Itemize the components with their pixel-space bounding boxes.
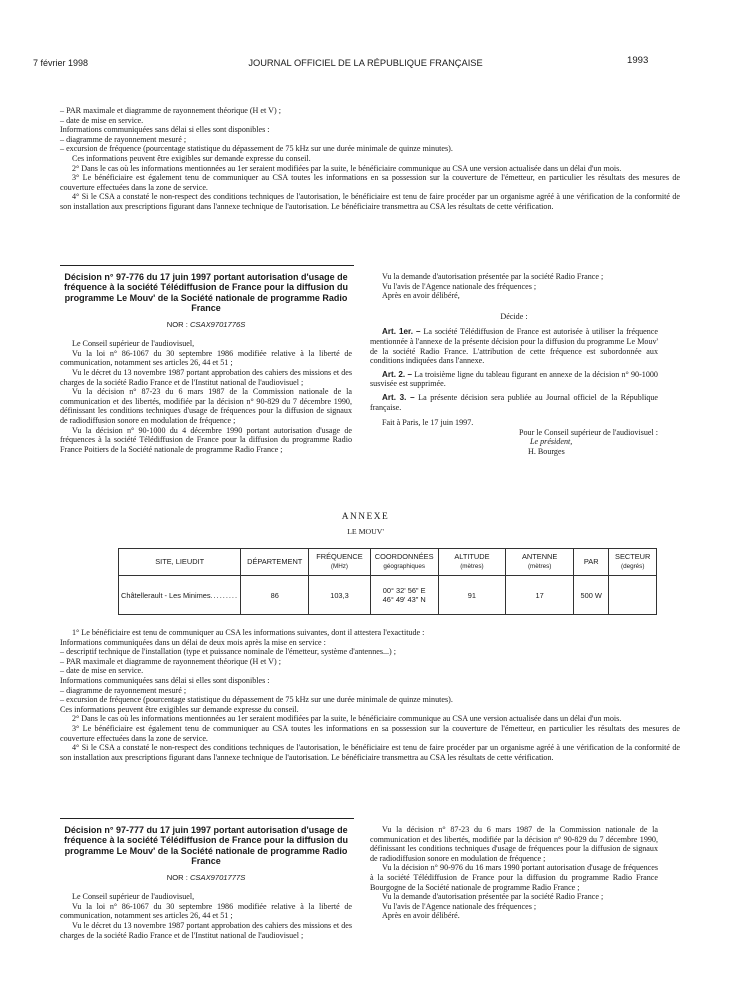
article-1: [370, 327, 658, 365]
column-header: SECTEUR (degrés): [609, 549, 657, 576]
paragraph: Vu la décision n° 87-23 du 6 mars 1987 de la Commission nationale de la communication et des libertés, modifiée par la décision n° 90-829 du 7 décembre 1990, définissant les conditions techniques d'usage de fréquences pour la diffusion de signaux de radiodiffusion sonore en modulation de fréquence ;: [60, 387, 352, 425]
header-journal-title: JOURNAL OFFICIEL DE LA RÉPUBLIQUE FRANÇAISE: [248, 58, 483, 68]
paragraph: Le Conseil supérieur de l'audiovisuel,: [72, 892, 195, 902]
signature-name: H. Bourges: [528, 446, 565, 456]
decision-2-title: Décision n° 97-777 du 17 juin 1997 portant autorisation d'usage de fréquence à la société Télédiffusion de France pour la diffusion du programme Le Mouv' de la Société nationale de programme Radio France: [63, 825, 349, 867]
paragraph: Vu la décision n° 90-1000 du 4 décembre 1990 portant autorisation d'usage de fréquences à la société Télédiffusion de France pour la diffusion du programme Radio France Poitiers de la Société nationale de programme Radio France ;: [60, 425, 352, 454]
paragraph: Informations communiquées sans délai si elles sont disponibles :: [60, 125, 270, 135]
table-header-row: [119, 549, 657, 576]
annexe-conditions: [60, 628, 680, 762]
paragraph: Vu la décision n° 90-976 du 16 mars 1990 portant autorisation d'usage de fréquences à la société Télédiffusion de France pour la diffusion du programme Radio France Bourgogne de la Société nationale de programme Radio France ;: [370, 863, 658, 892]
nor-code: CSAX9701777S: [189, 872, 246, 882]
cell-site: Châtellerault - Les Minimes.........: [119, 576, 241, 615]
decision-2-left-column: [60, 825, 352, 940]
list-item: – PAR maximale et diagramme de rayonnement théorique (H et V) ;: [60, 106, 281, 115]
paragraph: Après en avoir délibéré,: [382, 291, 460, 301]
paragraph: Vu la loi n° 86-1067 du 30 septembre 1986 modifiée relative à la liberté de communication, notamment ses articles 26, 44 et 51 ;: [60, 901, 352, 921]
paragraph: Le Conseil supérieur de l'audiovisuel,: [72, 339, 195, 349]
annexe-table: [118, 548, 657, 615]
done-at: Fait à Paris, le 17 juin 1997.: [382, 418, 474, 428]
paragraph: 3° Le bénéficiaire est également tenu de communiquer au CSA toutes les informations en sa possession sur la couverture de l'émetteur, en particulier les résultats des mesures de couverture effectuées dans la zone de service.: [60, 723, 680, 743]
list-item: – date de mise en service.: [60, 666, 144, 676]
column-header: ANTENNE (mètres): [506, 549, 574, 576]
list-item: – date de mise en service.: [60, 115, 144, 125]
paragraph: Vu la demande d'autorisation présentée par la société Radio France ;: [382, 892, 604, 902]
column-header: SITE, LIEUDIT: [119, 549, 241, 576]
paragraph: Informations communiquées dans un délai de deux mois après la mise en service :: [60, 637, 326, 647]
nor-label: NOR :: [166, 319, 188, 329]
list-item: – PAR maximale et diagramme de rayonnement théorique (H et V) ;: [60, 656, 281, 666]
paragraph: Après en avoir délibéré.: [382, 911, 460, 921]
decision-1-title: Décision n° 97-776 du 17 juin 1997 portant autorisation d'usage de fréquence à la société Télédiffusion de France pour la diffusion du programme Le Mouv' de la Société nationale de programme Radio France: [63, 272, 349, 314]
list-item: – descriptif technique de l'installation (type et puissance nominale de l'émetteur, système d'antennes...) ;: [60, 647, 397, 657]
paragraph: 4° Si le CSA a constaté le non-respect des conditions techniques de l'autorisation, le bénéficiaire est tenu de faire procéder par un organisme agréé à une vérification de la conformité de son installation aux prescriptions figurant dans l'annexe technique de l'autorisation. Le bénéficiaire transmettra au CSA les résultats de cette vérification.: [60, 743, 680, 762]
paragraph: Vu la demande d'autorisation présentée par la société Radio France ;: [382, 272, 604, 281]
section-rule: [60, 818, 354, 819]
cell-coordonnees: 00° 32' 56" E 46° 49' 43" N: [370, 576, 438, 615]
paragraph: Vu le décret du 13 novembre 1987 portant approbation des cahiers des missions et des charges de la société Radio France et de l'Institut national de l'audiovisuel ;: [60, 921, 352, 940]
list-item: – excursion de fréquence (pourcentage statistique du dépassement de 75 kHz sur une durée minimale de quinze minutes).: [60, 144, 453, 154]
cell-frequence: 103,3: [309, 576, 371, 615]
column-header: PAR: [574, 549, 609, 576]
list-item: – diagramme de rayonnement mesuré ;: [60, 685, 187, 695]
decision-2-nor: [60, 873, 352, 883]
cell-par: 500 W: [574, 576, 609, 615]
header-page-number: 1993: [627, 55, 649, 66]
article-3: [370, 393, 658, 412]
decision-1-right-column: [370, 272, 658, 457]
article-label: Art. 1er. –: [382, 327, 421, 337]
paragraph: 4° Si le CSA a constaté le non-respect des conditions techniques de l'autorisation, le bénéficiaire est tenu de faire procéder par un organisme agréé à une vérification de la conformité de son installation aux prescriptions figurant dans l'annexe technique de l'autorisation. Le bénéficiaire transmettra au CSA les résultats de cette vérification.: [60, 192, 680, 211]
paragraph: Vu l'avis de l'Agence nationale des fréquences ;: [382, 901, 537, 911]
paragraph: 1° Le bénéficiaire est tenu de communiquer au CSA les informations suivantes, dont il attestera l'exactitude :: [72, 628, 425, 637]
article-text: La société Télédiffusion de France est autorisée à utiliser la fréquence mentionnée à l'annexe de la présente décision pour la diffusion du programme Le Mouv' de la société Radio France. L'attribution de cette fréquence est subordonnée aux conditions indiquées dans l'annexe.: [370, 327, 658, 366]
list-item: – diagramme de rayonnement mesuré ;: [60, 134, 187, 144]
paragraph: 2° Dans le cas où les informations mentionnées au 1er seraient modifiées par la suite, le bénéficiaire communique au CSA une version actualisée dans un délai d'un mois.: [72, 163, 622, 173]
signature-line: Pour le Conseil supérieur de l'audiovisuel :: [518, 427, 658, 437]
column-header: COORDONNÉES géographiques: [370, 549, 438, 576]
decide-heading: Décide :: [500, 311, 528, 321]
paragraph: 2° Dans le cas où les informations mentionnées au 1er seraient modifiées par la suite, le bénéficiaire communique au CSA une version actualisée dans un délai d'un mois.: [72, 714, 622, 724]
paragraph: Vu le décret du 13 novembre 1987 portant approbation des cahiers des missions et des charges de la société Radio France et de l'Institut national de l'audiovisuel ;: [60, 368, 352, 387]
nor-code: CSAX9701776S: [189, 319, 246, 329]
cell-altitude: 91: [438, 576, 506, 615]
paragraph: Vu la décision n° 87-23 du 6 mars 1987 de la Commission nationale de la communication et des libertés, modifiée par la décision n° 90-829 du 7 décembre 1990, définissant les conditions techniques d'usage de fréquences pour la diffusion de signaux de radiodiffusion sonore en modulation de fréquence ;: [370, 825, 658, 863]
cell-departement: 86: [241, 576, 309, 615]
decision-1-left-column: [60, 272, 352, 454]
article-text: La présente décision sera publiée au Journal officiel de la République française.: [370, 392, 658, 412]
paragraph: Vu l'avis de l'Agence nationale des fréquences ;: [382, 281, 537, 291]
paragraph: Ces informations peuvent être exigibles sur demande expresse du conseil.: [72, 153, 311, 163]
annexe-title: ANNEXE: [341, 512, 390, 522]
cell-antenne: 17: [506, 576, 574, 615]
decision-1-nor: [60, 320, 352, 330]
annexe-subtitle: LE MOUV': [347, 527, 384, 536]
section-rule: [60, 265, 354, 266]
column-header: FRÉQUENCE (MHz): [309, 549, 371, 576]
top-continuation: [60, 106, 680, 212]
paragraph: Informations communiquées sans délai si elles sont disponibles :: [60, 675, 270, 685]
list-item: – excursion de fréquence (pourcentage statistique du dépassement de 75 kHz sur une durée minimale de quinze minutes).: [60, 695, 453, 705]
article-label: Art. 2. –: [382, 369, 413, 379]
table-row: [119, 576, 657, 615]
cell-secteur: [609, 576, 657, 615]
decision-2-right-column: [370, 825, 658, 921]
paragraph: 3° Le bénéficiaire est également tenu de communiquer au CSA toutes les informations en sa possession sur la couverture de l'émetteur, en particulier les résultats des mesures de couverture effectuées dans la zone de service.: [60, 173, 680, 192]
column-header: ALTITUDE (mètres): [438, 549, 506, 576]
header-date: 7 février 1998: [33, 58, 89, 68]
article-2: [370, 370, 658, 389]
paragraph: Vu la loi n° 86-1067 du 30 septembre 1986 modifiée relative à la liberté de communication, notamment ses articles 26, 44 et 51 ;: [60, 348, 352, 368]
column-header: DÉPARTEMENT: [241, 549, 309, 576]
paragraph: Ces informations peuvent être exigibles sur demande expresse du conseil.: [60, 704, 299, 714]
article-text: La troisième ligne du tableau figurant en annexe de la décision n° 90-1000 susvisée est supprimée.: [370, 369, 658, 389]
article-label: Art. 3. –: [382, 392, 415, 402]
signature-role: Le président,: [530, 437, 573, 447]
nor-label: NOR :: [166, 872, 188, 882]
